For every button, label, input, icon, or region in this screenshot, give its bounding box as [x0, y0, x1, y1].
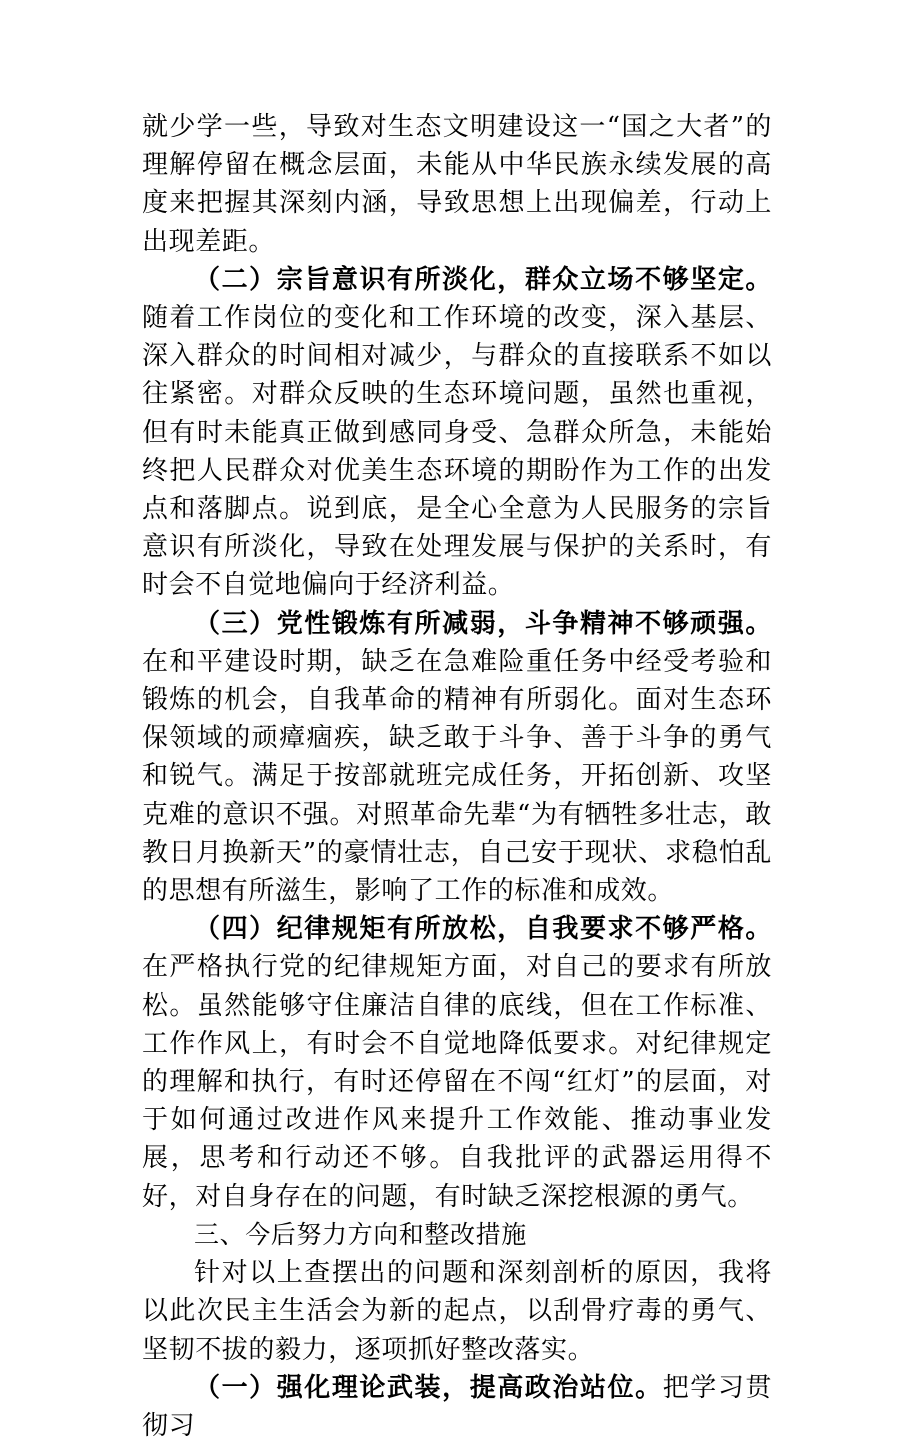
paragraph-purpose-awareness [142, 261, 772, 605]
paragraph-lead: （二）宗旨意识有所淡化，群众立场不够坚定。 [194, 264, 772, 295]
paragraph-lead: （四）纪律规矩有所放松，自我要求不够严格。 [194, 914, 772, 945]
paragraph-continuation [142, 108, 772, 261]
paragraph-lead: （三）党性锻炼有所减弱，斗争精神不够顽强。 [194, 608, 772, 639]
paragraph-party-spirit [142, 605, 772, 911]
paragraph-text: 随着工作岗位的变化和工作环境的改变，深入基层、深入群众的时间相对减少，与群众的直接联系不如以往紧密。对群众反映的生态环境问题，虽然也重视，但有时未能真正做到感同身受、急群众所急，未能始终把人民群众对优美生态环境的期盼作为工作的出发点和落脚点。说到底，是全心全意为人民服务的宗旨意识有所淡化，导致在处理发展与保护的关系时，有时会不自觉地偏向于经济利益。 [142, 303, 772, 601]
document-page [142, 108, 772, 1445]
paragraph-text: 针对以上查摆出的问题和深刻剖析的原因，我将以此次民主生活会为新的起点，以刮骨疗毒的勇气、坚韧不拔的毅力，逐项抓好整改落实。 [142, 1258, 772, 1365]
paragraph-lead: （一）强化理论武装，提高政治站位。 [194, 1372, 663, 1403]
paragraph-text: 在严格执行党的纪律规矩方面，对自己的要求有所放松。虽然能够守住廉洁自律的底线，但在工作标准、工作作风上，有时会不自觉地降低要求。对纪律规定的理解和执行，有时还停留在不闯“红灯”的层面，对于如何通过改进作风来提升工作效能、推动事业发展，思考和行动还不够。自我批评的武器运用得不好，对自身存在的问题，有时缺乏深挖根源的勇气。 [142, 952, 772, 1212]
paragraph-text: 把学习贯彻习 [142, 1372, 772, 1441]
paragraph-text: 就少学一些，导致对生态文明建设这一“国之大者”的理解停留在概念层面，未能从中华民族永续发展的高度来把握其深刻内涵，导致思想上出现偏差，行动上出现差距。 [142, 112, 772, 257]
paragraph-intro [142, 1254, 772, 1369]
paragraph-theory-arming [142, 1369, 772, 1445]
paragraph-text: 在和平建设时期，缺乏在急难险重任务中经受考验和锻炼的机会，自我革命的精神有所弱化。面对生态环保领域的顽瘴痼疾，缺乏敢于斗争、善于斗争的勇气和锐气。满足于按部就班完成任务，开拓创新、攻坚克难的意识不强。对照革命先辈“为有牺牲多壮志，敢教日月换新天”的豪情壮志，自己安于现状、求稳怕乱的思想有所滋生，影响了工作的标准和成效。 [142, 646, 772, 907]
paragraph-discipline [142, 910, 772, 1216]
section-heading: 三、今后努力方向和整改措施 [194, 1219, 527, 1249]
